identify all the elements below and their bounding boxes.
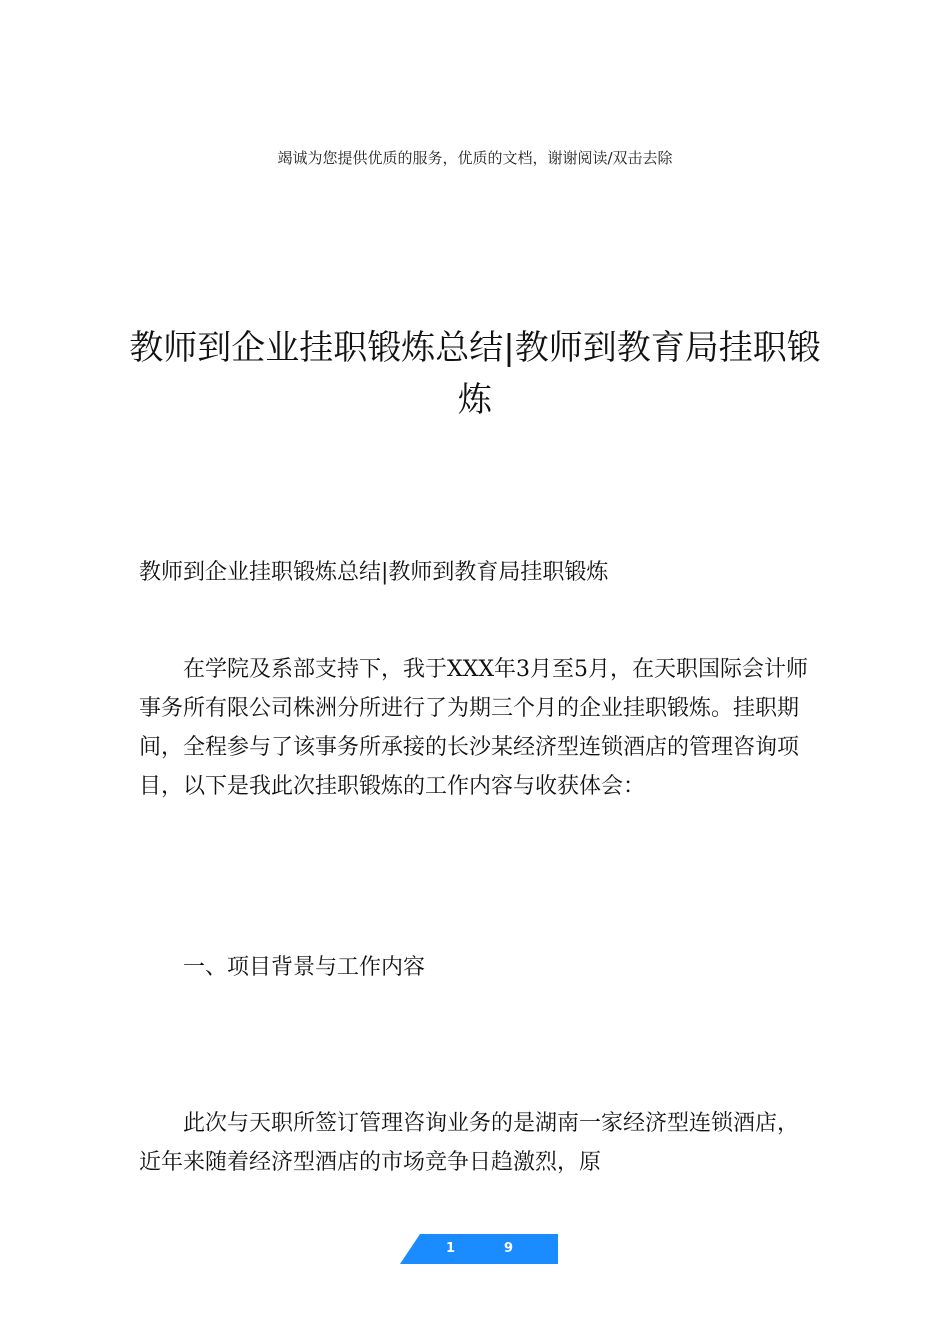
page-number-current: 1 bbox=[446, 1241, 456, 1256]
paragraph-intro: 在学院及系部支持下，我于XXX年3月至5月，在天职国际会计师事务所有限公司株洲分所进行了为期三个月的企业挂职锻炼。挂职期间，全程参与了该事务所承接的长沙某经济型连锁酒店的管理咨询项目，以下是我此次挂职锻炼的工作内容与收获体会： bbox=[139, 657, 808, 799]
document-subtitle: 教师到企业挂职锻炼总结|教师到教育局挂职锻炼 bbox=[139, 560, 609, 585]
page-badge-shape bbox=[400, 1234, 558, 1264]
document-title: 教师到企业挂职锻炼总结|教师到教育局挂职锻炼 bbox=[129, 328, 821, 420]
page-number-total: 9 bbox=[504, 1241, 514, 1256]
section-heading: 一、项目背景与工作内容 bbox=[183, 955, 426, 980]
paragraph-background: 此次与天职所签订管理咨询业务的是湖南一家经济型连锁酒店，近年来随着经济型酒店的市场竞争日趋激烈，原 bbox=[139, 1111, 800, 1175]
header-note: 竭诚为您提供优质的服务，优质的文档，谢谢阅读/双击去除 bbox=[277, 149, 673, 167]
page-number-badge bbox=[400, 1234, 558, 1264]
